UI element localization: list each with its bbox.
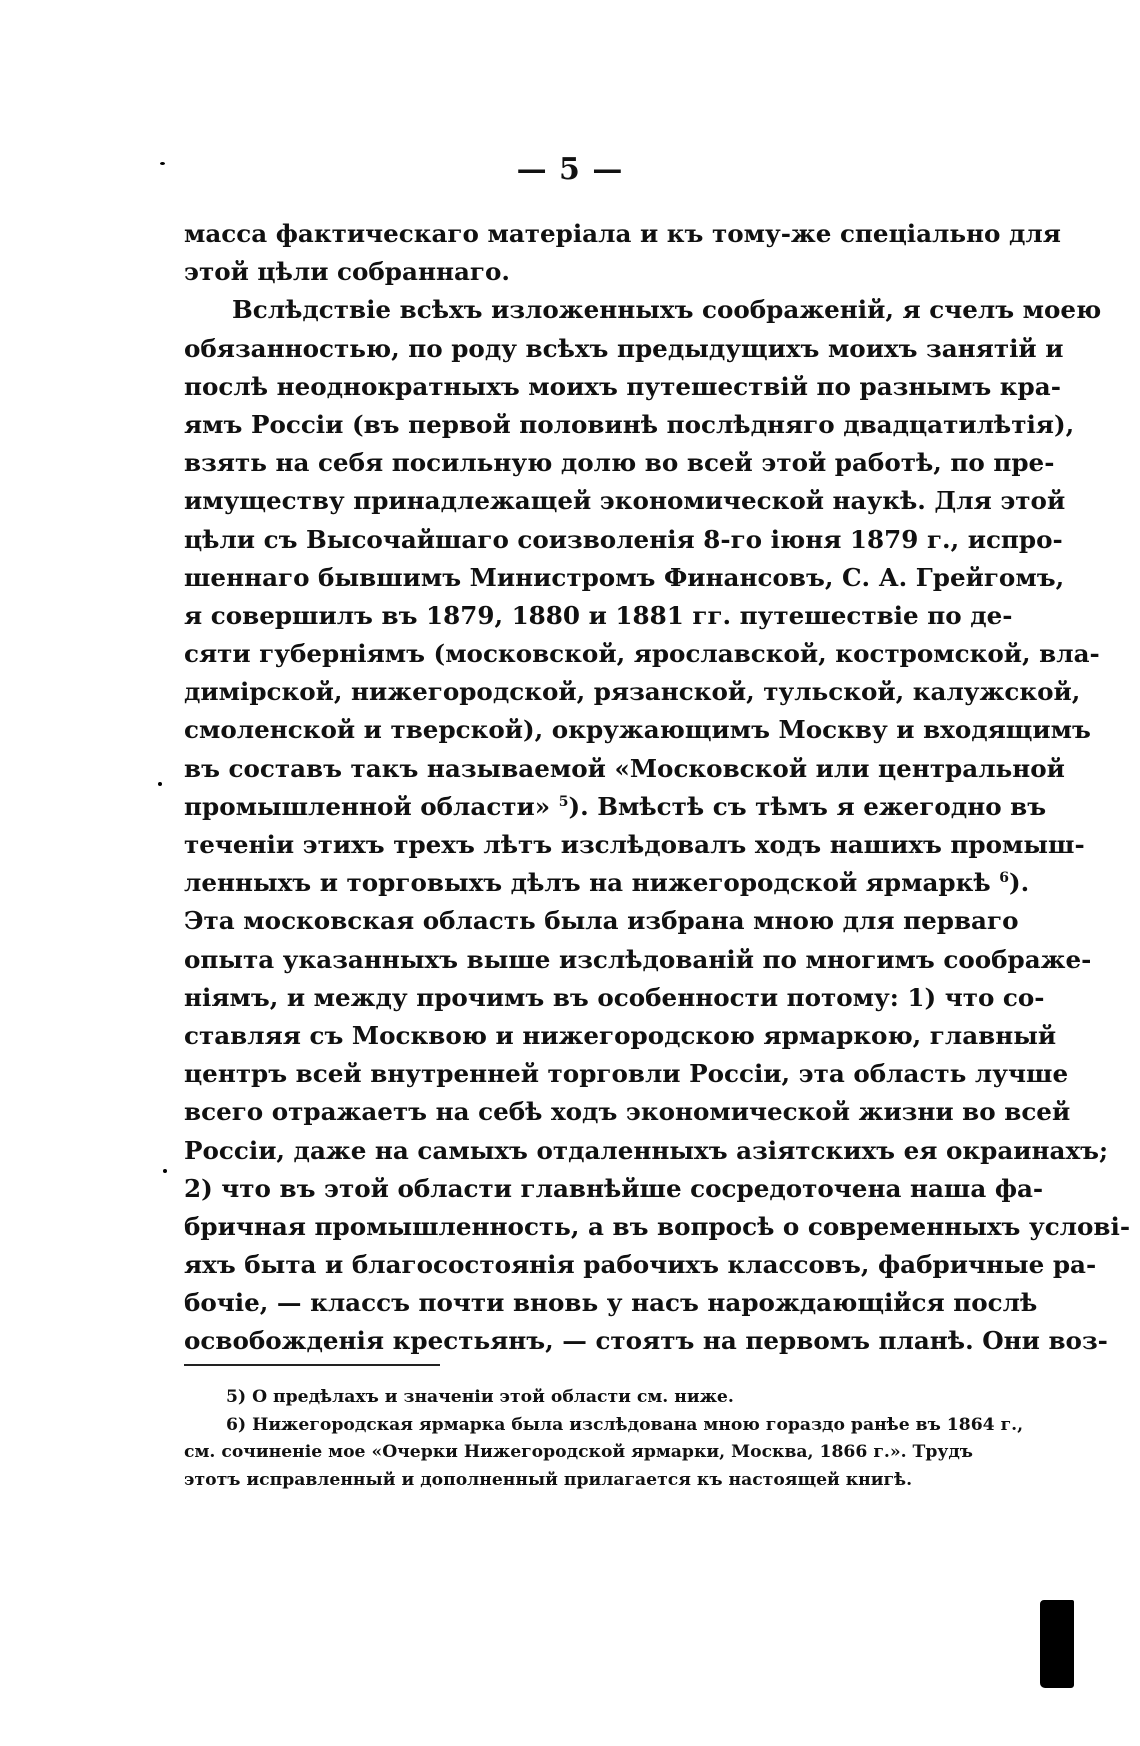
text-line: теченіи этихъ трехъ лѣтъ изслѣдовалъ ходъ нашихъ промыш- [184, 830, 1085, 859]
text-line: бричная промышленность, а въ вопросѣ о современныхъ услові- [184, 1211, 1131, 1241]
text-line: ямъ Россіи (въ первой половинѣ послѣдняго двадцатилѣтія), [184, 409, 1075, 439]
text-fragment: ). Вмѣстѣ съ тѣмъ я ежегодно въ [568, 791, 1047, 821]
ink-speck [160, 162, 165, 165]
ink-speck [163, 1169, 167, 1173]
text-line: въ составъ такъ называемой «Московской или центральной [184, 753, 1065, 783]
text-line: центръ всей внутренней торговли Россіи, эта область лучше [184, 1059, 1069, 1089]
footnote-ref-5: 5 [558, 793, 569, 810]
text-fragment: промышленной области» [184, 791, 551, 821]
text-line: опыта указанныхъ выше изслѣдованій по многимъ соображе- [184, 944, 1092, 974]
text-fragment: ). [1009, 868, 1030, 898]
text-line: послѣ неоднократныхъ моихъ путешествій по разнымъ кра- [184, 371, 1061, 401]
text-line-with-ref [184, 788, 1047, 826]
text-line: Эта московская область была избрана мною для перваго [184, 906, 1019, 936]
text-line: сяти губерніямъ (московской, ярославской, костромской, вла- [184, 639, 1100, 669]
footnote-6-cont: см. сочиненіе мое «Очерки Нижегородской ярмарки, Москва, 1866 г.». Трудъ [184, 1442, 973, 1462]
text-line: я совершилъ въ 1879, 1880 и 1881 гг. путешествіе по де- [184, 600, 1013, 630]
text-line: масса фактическаго матеріала и къ тому-же спеціально для [184, 219, 1061, 248]
body-text [184, 215, 1131, 1361]
page-number: — 5 — [516, 152, 624, 187]
text-line: ніямъ, и между прочимъ въ особенности потому: 1) что со- [184, 982, 1045, 1012]
ink-blot [1040, 1600, 1074, 1688]
text-line: Вслѣдствіе всѣхъ изложенныхъ соображеній, я счелъ моею [232, 295, 1102, 325]
text-fragment: ленныхъ и торговыхъ дѣлъ на нижегородской ярмаркѣ [184, 868, 991, 898]
footnotes [184, 1384, 1024, 1494]
text-line: 2) что въ этой области главнѣйше сосредоточена наша фа- [184, 1173, 1044, 1203]
text-line: цѣли съ Высочайшаго соизволенія 8-го іюня 1879 г., испро- [184, 524, 1063, 554]
text-line: димірской, нижегородской, рязанской, тульской, калужской, [184, 677, 1081, 707]
text-line: обязанностью, по роду всѣхъ предыдущихъ моихъ занятій и [184, 333, 1064, 363]
text-line: смоленской и тверской), окружающимъ Москву и входящимъ [184, 715, 1091, 745]
footnote-5: 5) О предѣлахъ и значеніи этой области см. ниже. [226, 1387, 734, 1407]
text-line: всего отражаетъ на себѣ ходъ экономической жизни во всей [184, 1097, 1071, 1127]
footnote-6-end: этотъ исправленный и дополненный прилагается къ настоящей книгѣ. [184, 1469, 913, 1490]
text-line-with-ref [184, 864, 1030, 902]
text-line: имуществу принадлежащей экономической наукѣ. Для этой [184, 486, 1066, 516]
text-line: ставляя съ Москвою и нижегородскою ярмаркою, главный [184, 1020, 1057, 1050]
text-line: взять на себя посильную долю во всей этой работѣ, по пре- [184, 448, 1055, 478]
footnote-divider [184, 1364, 440, 1366]
text-line: яхъ быта и благосостоянія рабочихъ классовъ, фабричные ра- [184, 1250, 1097, 1280]
text-line: освобожденія крестьянъ, — стоятъ на первомъ планѣ. Они воз- [184, 1326, 1108, 1356]
text-line: шеннаго бывшимъ Министромъ Финансовъ, С. А. Грейгомъ, [184, 562, 1065, 592]
text-line: этой цѣли собраннаго. [184, 257, 510, 287]
text-line: Россіи, даже на самыхъ отдаленныхъ азіятскихъ ея окраинахъ; [184, 1135, 1109, 1165]
footnote-6: 6) Нижегородская ярмарка была изслѣдована мною гораздо ранѣе въ 1864 г., [226, 1414, 1024, 1435]
ink-speck [158, 782, 162, 786]
footnote-ref-6: 6 [999, 870, 1009, 886]
text-line: бочіе, — классъ почти вновь у насъ нарождающійся послѣ [184, 1288, 1038, 1318]
